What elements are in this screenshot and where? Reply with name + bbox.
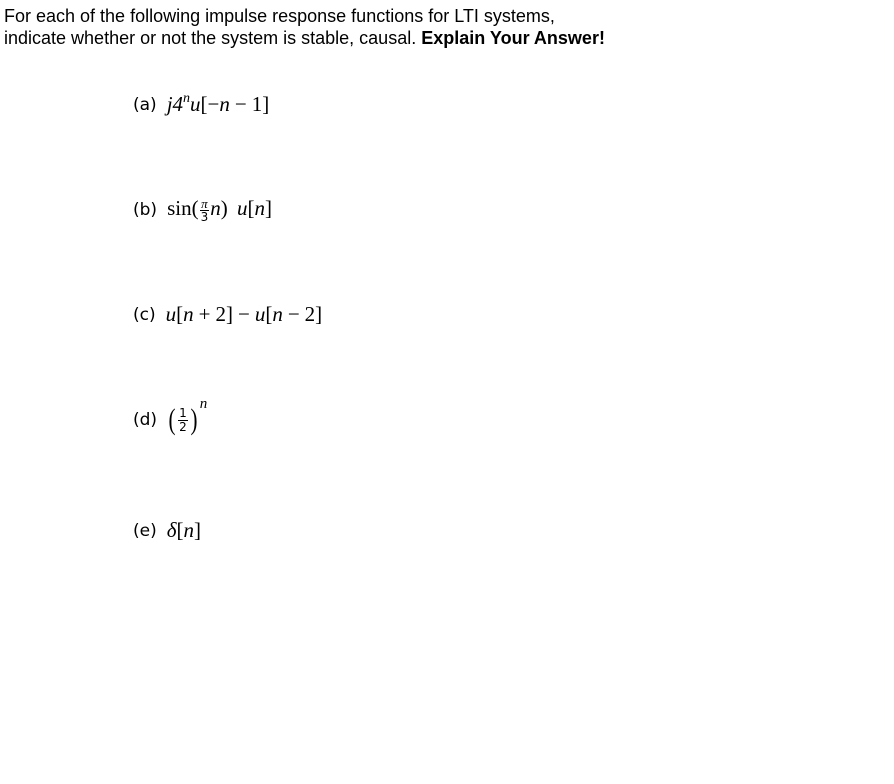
problem-c-close2: ]	[315, 302, 323, 326]
problem-c-const1: 2	[215, 302, 226, 326]
problem-c-open2: [	[265, 302, 273, 326]
problem-a-neg: −	[207, 92, 220, 116]
problem-a-minus: −	[234, 92, 247, 116]
problem-e-label: (e)	[133, 520, 157, 541]
prompt-line-2	[4, 27, 605, 49]
problem-c-minus2: −	[287, 302, 300, 326]
problem-a-coef: j4	[166, 92, 184, 116]
problem-c-plus: +	[198, 302, 211, 326]
problem-c-open1: [	[176, 302, 184, 326]
problem-a	[133, 92, 269, 117]
problem-a-label: (a)	[133, 94, 157, 115]
question-prompt	[4, 5, 605, 49]
problem-b-frac-den: 3	[200, 209, 209, 224]
prompt-line-1: For each of the following impulse response functions for LTI systems,	[4, 6, 555, 26]
problem-c-const2: 2	[304, 302, 316, 326]
problem-b	[133, 196, 272, 224]
problem-c	[133, 302, 322, 327]
problem-d-exp: n	[199, 395, 208, 412]
problem-d-rparen: )	[190, 403, 198, 436]
prompt-emphasis: Explain Your Answer!	[421, 28, 605, 48]
problem-a-open: [	[200, 92, 208, 116]
problem-b-expression	[167, 196, 272, 224]
problem-c-label: (c)	[133, 304, 156, 325]
problem-d-expression	[167, 395, 208, 436]
problem-e-var: n	[183, 518, 194, 542]
problem-b-var2: n	[254, 196, 265, 220]
problem-d-label: (d)	[133, 410, 158, 430]
problem-c-expression	[166, 302, 323, 327]
problem-e-open: [	[176, 518, 184, 542]
problem-b-close: ]	[264, 196, 272, 220]
problem-b-close-paren: )	[220, 196, 228, 220]
problem-d-fraction	[178, 407, 188, 434]
problem-a-var: n	[219, 92, 230, 116]
problem-d-lparen: (	[168, 403, 176, 436]
problem-b-fn: sin(	[167, 196, 199, 220]
problem-b-var: n	[210, 196, 221, 220]
problem-c-close1: ]	[225, 302, 233, 326]
problem-c-fn1: u	[165, 302, 177, 326]
problem-b-fraction	[200, 197, 210, 224]
problem-a-fn: u	[190, 92, 201, 116]
problem-d	[133, 395, 208, 436]
problem-b-label: (b)	[133, 199, 158, 220]
problem-b-open: [	[247, 196, 255, 220]
problem-b-step: u	[236, 196, 248, 220]
problem-e-expression	[167, 518, 201, 543]
problem-b-frac-num: π	[201, 195, 208, 211]
prompt-line-2-text: indicate whether or not the system is stable, causal.	[4, 28, 417, 48]
problem-a-exp: n	[183, 91, 191, 106]
problem-c-fn2: u	[254, 302, 266, 326]
problem-d-frac-num: 1	[179, 405, 187, 420]
problem-d-frac-den: 2	[179, 419, 187, 434]
problem-c-var2: n	[272, 302, 283, 326]
problem-a-const: 1	[251, 92, 263, 116]
problem-e-fn: δ	[166, 518, 177, 542]
problem-c-var1: n	[183, 302, 194, 326]
problem-e	[133, 518, 201, 543]
problem-c-minus: −	[237, 302, 250, 326]
problem-a-close: ]	[262, 92, 270, 116]
problem-a-expression	[167, 92, 270, 117]
problem-e-close: ]	[194, 518, 201, 542]
